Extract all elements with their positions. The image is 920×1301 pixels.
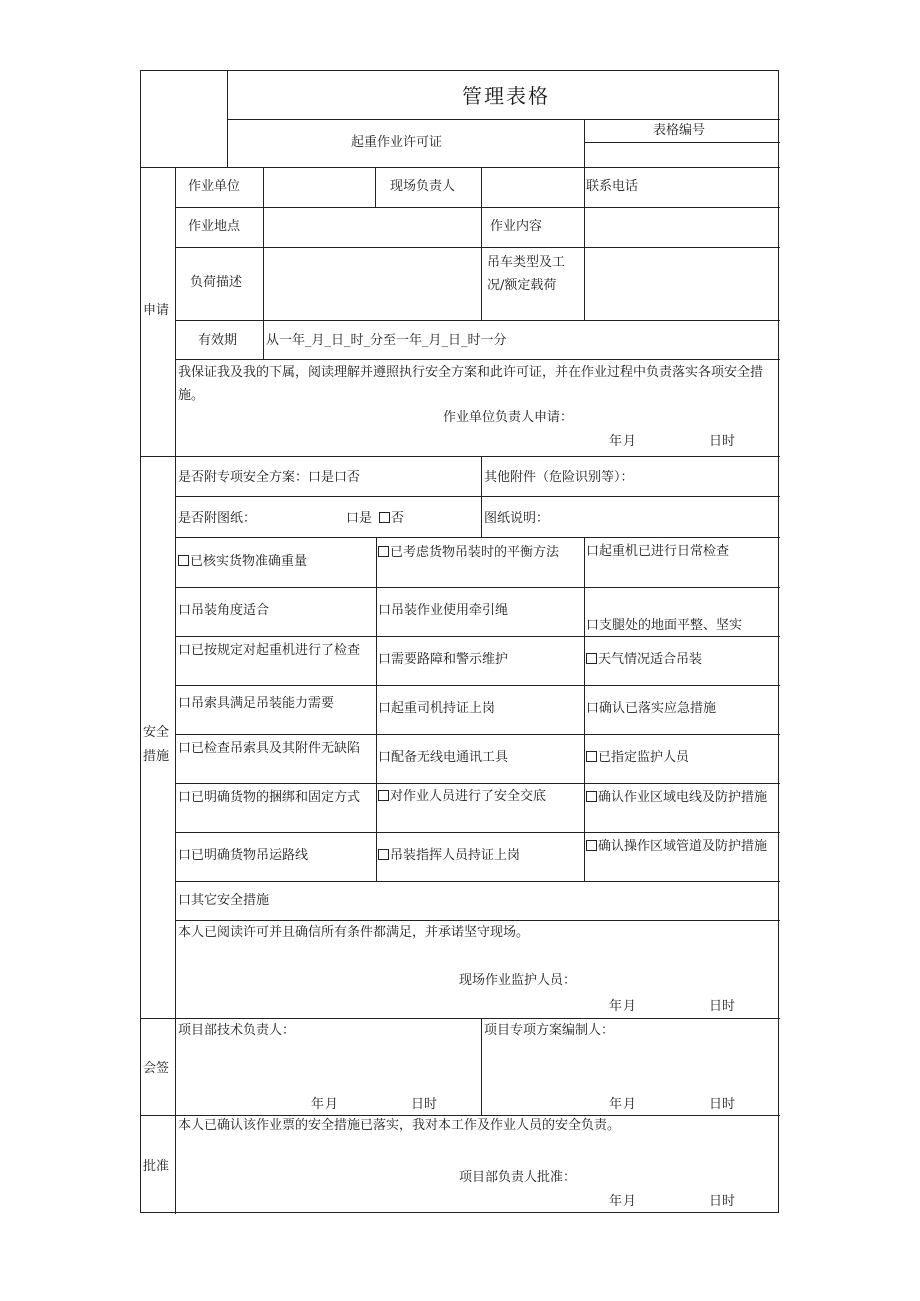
content-label: 作业内容 <box>490 219 543 234</box>
grid-line <box>481 207 482 320</box>
grid-line <box>175 587 780 588</box>
attachment-question: 其他附件（危险识别等）： <box>484 470 634 485</box>
measure-item[interactable] <box>586 748 689 768</box>
measure-item: 口已明确货物吊运路线 <box>178 848 309 863</box>
site-lead-label: 现场负责人 <box>390 179 456 194</box>
measure-label: 天气情况适合吊装 <box>598 652 703 667</box>
location-label: 作业地点 <box>188 219 241 234</box>
grid-line <box>175 537 780 538</box>
application-bottom-line <box>141 456 780 457</box>
grid-line <box>584 207 585 320</box>
unit-label: 作业单位 <box>188 179 241 194</box>
approval-date-dh: 日时 <box>709 1194 736 1209</box>
countersign-date-ym-left: 年月 <box>311 1097 340 1112</box>
form-no-divider <box>584 119 585 167</box>
measure-label: 吊装指挥人员持证上岗 <box>390 848 521 863</box>
section-safety: 安全措施 <box>143 725 170 764</box>
measure-label: 确认操作区域管道及防护措施 <box>598 839 768 854</box>
drawing-note: 图纸说明： <box>484 511 550 526</box>
form-title: 管理表格 <box>462 84 550 108</box>
other-measures: 口其它安全措施 <box>178 893 270 908</box>
section-countersign: 会签 <box>143 1061 170 1076</box>
measure-item[interactable] <box>378 541 581 564</box>
crane-label: 吊车类型及工况/额定载荷 <box>487 255 566 293</box>
application-date-ym: 年月 <box>609 434 638 449</box>
measure-item[interactable] <box>586 786 778 809</box>
checkbox-icon[interactable] <box>586 840 597 851</box>
grid-line <box>175 496 780 497</box>
checkbox-icon[interactable] <box>586 791 597 802</box>
measure-label: 确认作业区域电线及防护措施 <box>598 790 768 805</box>
countersign-date-dh-right: 日时 <box>709 1097 736 1112</box>
measure-item[interactable] <box>178 552 307 572</box>
measure-label: 已考虑货物吊装时的平衡方法 <box>390 545 560 560</box>
grid-line <box>584 537 585 881</box>
crane-permit-form <box>140 70 779 1213</box>
grid-line <box>175 783 780 784</box>
tech-lead-label: 项目部技术负责人： <box>178 1023 296 1038</box>
grid-line <box>376 537 377 881</box>
measure-item: 口吊装作业使用牵引绳 <box>378 603 509 618</box>
measure-item[interactable] <box>586 650 702 670</box>
measure-item: 口吊装角度适合 <box>178 603 270 618</box>
grid-line <box>175 359 780 360</box>
grid-line <box>481 1018 482 1115</box>
validity-label: 有效期 <box>198 333 238 348</box>
measure-label: 已核实货物准确重量 <box>190 554 308 569</box>
application-date-dh: 日时 <box>709 434 736 449</box>
measure-item[interactable] <box>378 846 520 866</box>
application-signer: 作业单位负责人申请： <box>443 410 574 425</box>
grid-line <box>584 167 585 207</box>
measure-item[interactable] <box>586 835 778 858</box>
section-column-divider <box>175 167 176 1214</box>
grid-line <box>175 881 780 882</box>
grid-line <box>175 636 780 637</box>
plan-question: 是否附专项安全方案：口是口否 <box>178 470 361 485</box>
approval-statement: 本人已确认该作业票的安全措施已落实，我对本工作及作业人员的安全负责。 <box>178 1118 621 1133</box>
checkbox-icon[interactable] <box>586 751 597 762</box>
countersign-date-dh-left: 日时 <box>411 1097 438 1112</box>
checkbox-icon[interactable] <box>378 546 389 557</box>
grid-line <box>481 456 482 537</box>
measure-item: 口起重司机持证上岗 <box>378 701 496 716</box>
checkbox-icon[interactable] <box>379 512 390 523</box>
grid-line <box>375 167 376 207</box>
checkbox-icon[interactable] <box>586 653 597 664</box>
form-no-underline <box>584 142 780 143</box>
measure-label: 对作业人员进行了安全交底 <box>390 789 547 804</box>
measure-item: 口起重机已进行日常检查 <box>586 544 730 559</box>
safety-signer: 现场作业监护人员： <box>459 973 577 988</box>
measure-item: 口配备无线电通讯工具 <box>378 750 509 765</box>
grid-line <box>175 207 780 208</box>
safety-date-ym: 年月 <box>609 999 638 1014</box>
section-approval: 批准 <box>143 1159 170 1174</box>
measure-label: 已指定监护人员 <box>598 750 690 765</box>
countersign-date-ym-right: 年月 <box>609 1097 638 1112</box>
drawing-yes: 口是 <box>346 511 373 526</box>
grid-line <box>263 167 264 359</box>
phone-label: 联系电话 <box>586 179 639 194</box>
safety-pledge: 本人已阅读许可并且确信所有条件都满足，并承诺坚守现场。 <box>178 925 530 940</box>
measure-item: 口吊索具满足吊装能力需要 <box>178 696 335 711</box>
measure-item: 口已检查吊索具及其附件无缺陷 <box>178 741 361 756</box>
checkbox-icon[interactable] <box>378 849 389 860</box>
safety-bottom-line <box>141 1018 780 1019</box>
checkbox-icon[interactable] <box>378 790 389 801</box>
title-underline <box>227 119 780 120</box>
grid-line <box>175 832 780 833</box>
application-pledge: 我保证我及我的下属，阅读理解并遵照执行安全方案和此许可证，并在作业过程中负责落实各项安全措施。 <box>178 365 764 403</box>
grid-line <box>175 247 780 248</box>
safety-date-dh: 日时 <box>709 999 736 1014</box>
measure-item: 口支腿处的地面平整、坚实 <box>586 618 743 633</box>
grid-line <box>175 734 780 735</box>
measure-item[interactable] <box>378 787 546 807</box>
grid-line <box>481 167 482 207</box>
section-application: 申请 <box>143 303 170 318</box>
header-bottom-line <box>141 167 780 168</box>
measure-item: 口已明确货物的捆绑和固定方式 <box>178 790 361 805</box>
measure-item: 口确认已落实应急措施 <box>586 701 717 716</box>
plan-author-label: 项目专项方案编制人： <box>484 1023 615 1038</box>
approval-date-ym: 年月 <box>609 1194 638 1209</box>
grid-line <box>175 320 780 321</box>
validity-value: 从一年_月_日_时_分至一年_月_日_时一分 <box>266 333 507 348</box>
drawing-no-option[interactable] <box>379 509 404 529</box>
form-no-label: 表格编号 <box>653 123 706 138</box>
drawing-no-label: 否 <box>391 511 405 526</box>
load-label: 负荷描述 <box>190 275 243 290</box>
permit-name: 起重作业许可证 <box>351 135 443 150</box>
measure-item: 口需要路障和警示维护 <box>378 652 509 667</box>
grid-line <box>175 685 780 686</box>
drawing-question: 是否附图纸： <box>178 511 257 526</box>
grid-line <box>175 920 780 921</box>
checkbox-icon[interactable] <box>178 555 189 566</box>
measure-item: 口已按规定对起重机进行了检查 <box>178 643 361 658</box>
approval-signer: 项目部负责人批准： <box>459 1170 577 1185</box>
